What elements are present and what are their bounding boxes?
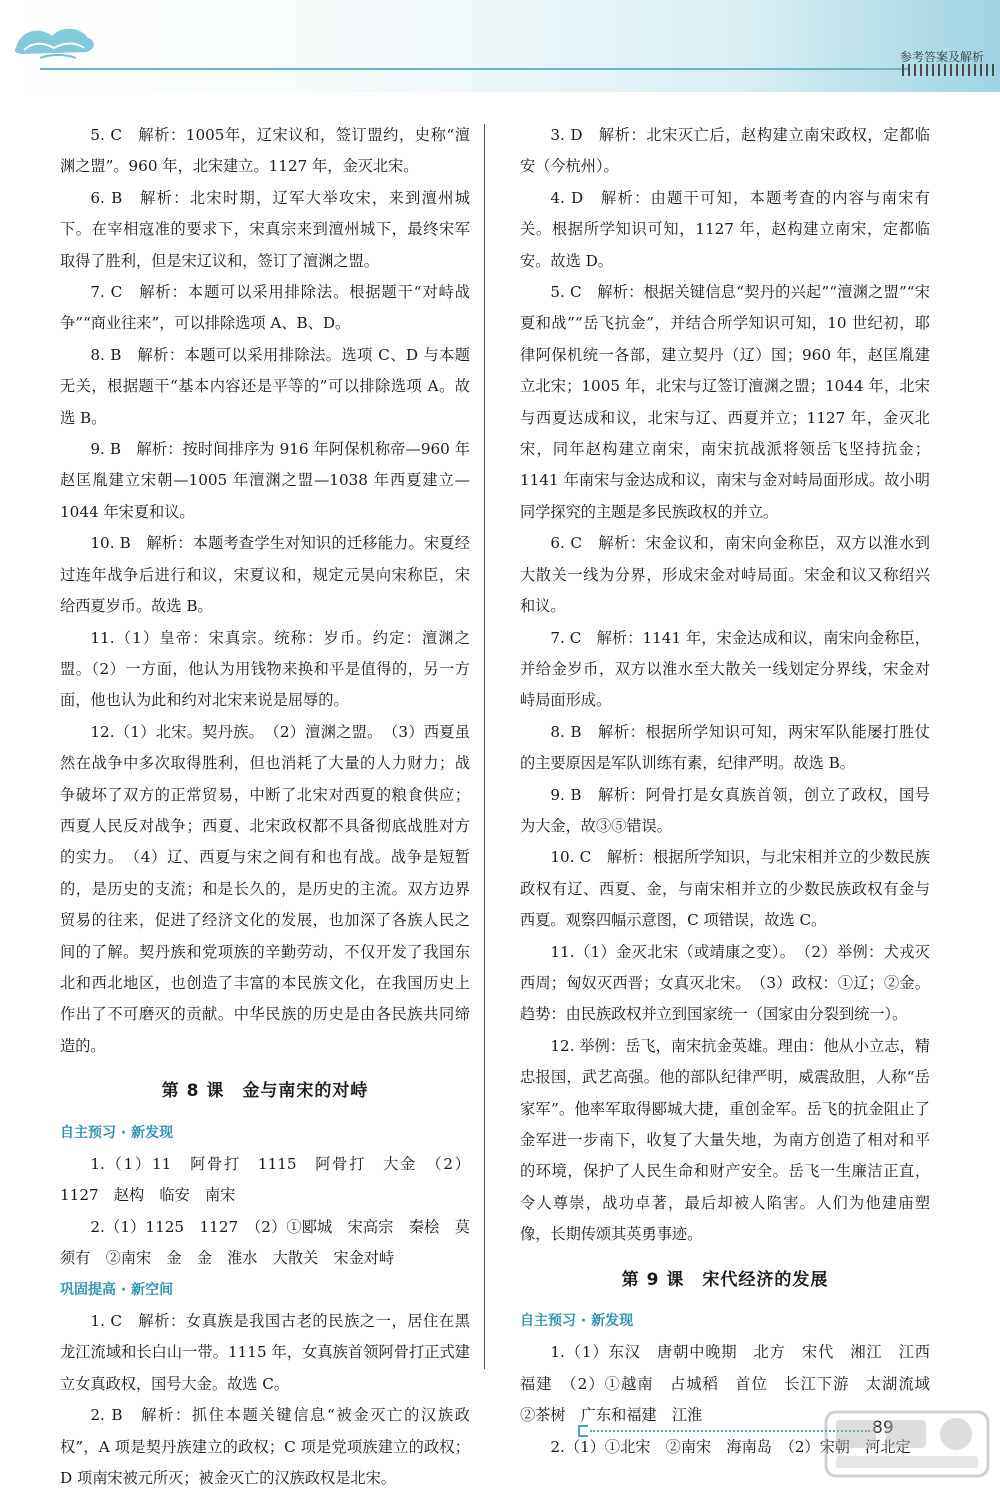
- answer-paragraph: 5. C 解析：1005年，辽宋议和，签订盟约，史称“澶渊之盟”。960 年，北宋建立。1127 年，金灭北宋。: [60, 126, 470, 176]
- answer-paragraph: 4. D 解析：由题干可知，本题考查的内容与南宋有关。根据所学知识可知，1127 年，赵构建立南宋，定都临安。故选 D。: [520, 188, 930, 270]
- answer-paragraph: 8. B 解析：根据所学知识可知，两宋军队能屡打胜仗的主要原因是军队训练有素，纪律严明。故选 B。: [520, 722, 930, 773]
- lesson-title: 第 8 课 金与南宋的对峙: [161, 1081, 369, 1102]
- answer-paragraph: 1.（1）11 阿骨打 1115 阿骨打 大金 （2）1127 赵构 临安 南宋: [60, 1155, 470, 1205]
- right-column: [520, 120, 946, 1463]
- answer-paragraph: 6. B 解析：北宋时期，辽军大举攻宋，来到澶州城下。在宰相寇准的要求下，宋真宗来到澶州城下，最终宋军取得了胜利，但是宋辽议和，签订了澶渊之盟。: [60, 188, 470, 270]
- answer-paragraph: 2.（1）1125 1127 （2）①郾城 宋高宗 秦桧 莫须有 ②南宋 金 金 淮水 大散关 宋金对峙: [60, 1217, 470, 1268]
- answer-paragraph: 2. B 解析：抓住本题关键信息“被金灭亡的汉族政权”，A 项是契丹族建立的政权；C 项是党项族建立的政权；D 项南宋被元所灭；被金灭亡的汉族政权是北宋。: [60, 1406, 470, 1488]
- cloud-wave-logo: [10, 18, 100, 68]
- footer-bracket-icon: [578, 1425, 588, 1437]
- page-number: 89: [872, 1418, 894, 1438]
- answer-paragraph: 11.（1）皇帝：宋真宗。统称：岁币。约定：澶渊之盟。（2）一方面，他认为用钱物来换和平是值得的，另一方面，他也认为此和约对北宋来说是屈辱的。: [60, 628, 470, 710]
- answer-paragraph: 10. B 解析：本题考查学生对知识的迁移能力。宋夏经过连年战争后进行和议，宋夏议和，规定元昊向宋称臣，宋给西夏岁币。故选 B。: [60, 534, 470, 616]
- answer-paragraph: 8. B 解析：本题可以采用排除法。选项 C、D 与本题无关，根据题干“基本内容还是平等的”可以排除选项 A。故选 B。: [60, 345, 470, 427]
- lesson-title: 第 9 课 宋代经济的发展: [621, 1269, 829, 1290]
- answer-paragraph: 12. 举例：岳飞，南宋抗金英雄。理由：他从小立志，精忠报国，武艺高强。他的部队纪律严明，威震敌胆，人称“岳家军”。他率军取得郾城大捷，重创金军。岳飞的抗金阻止了金军进一步南下，收复了大量失地，为南方创造了相对和平的环境，保护了人民生命和财产安全。岳飞一生廉洁正直，令人尊崇，战功卓著，最后却被人陷害。人们为他建庙塑像，长期传颂其英勇事迹。: [520, 1036, 930, 1244]
- answer-paragraph: 11.（1）金灭北宋（或靖康之变）。 （2）举例：犬戎灭西周；匈奴灭西晋；女真灭北宋。 （3）政权：①辽；②金。趋势：由民族政权并立到国家统一（国家由分裂到统一）。: [520, 942, 930, 1024]
- answer-stamp-watermark: [822, 1408, 992, 1480]
- answer-paragraph: 3. D 解析：北宋灭亡后，赵构建立南宋政权，定都临安（今杭州）。: [520, 126, 930, 176]
- answer-paragraph: 9. B 解析：阿骨打是女真族首领，创立了政权，国号为大金，故③⑤错误。: [520, 785, 930, 835]
- answer-paragraph: 9. B 解析：按时间排序为 916 年阿保机称帝—960 年赵匡胤建立宋朝—1005 年澶渊之盟—1038 年西夏建立—1044 年宋夏和议。: [60, 440, 470, 521]
- left-column: [60, 120, 470, 1494]
- answer-paragraph: 1.（1）东汉 唐朝中晚期 北方 宋代 湘江 江西 福建 （2）①越南 占城稻 首位 长江下游 太湖流域 ②茶树 广东和福建 江淮: [520, 1343, 946, 1425]
- section-heading: 巩固提高 · 新空间: [60, 1281, 174, 1298]
- answer-paragraph: 7. C 解析：1141 年，宋金达成和议，南宋向金称臣，并给金岁币，双方以淮水至大散关一线划定分界线，宋金对峙局面形成。: [520, 628, 930, 710]
- answer-paragraph: 6. C 解析：宋金议和，南宋向金称臣，双方以淮水到大散关一线为分界，形成宋金对峙局面。宋金和议又称绍兴和议。: [520, 534, 930, 616]
- answer-paragraph: 2.（1）①北宋 ②南宋 海南岛 （2）宋朝 河北定: [550, 1437, 911, 1456]
- section-heading: 自主预习 · 新发现: [520, 1313, 634, 1330]
- answer-paragraph: 10. C 解析：根据所学知识，与北宋相并立的少数民族政权有辽、西夏、金，与南宋相并立的少数民族政权有金与西夏。观察四幅示意图，C 项错误，故选 C。: [520, 848, 930, 930]
- section-heading: 自主预习 · 新发现: [60, 1124, 174, 1141]
- answer-paragraph: 12.（1）北宋。契丹族。 （2）澶渊之盟。 （3）西夏虽然在战争中多次取得胜利，但也消耗了大量的人力财力；战争破坏了双方的正常贸易，中断了北宋对西夏的粮食供应；西夏人民反对战争；西夏、北宋政权都不具备彻底战胜对方的实力。 （4）辽、西夏与宋之间有和也有战。战争是短暂的，是历史的支流；和是长久的，是历史的主流。双方边界贸易的往来，促进了经济文化的发展，也加深了各族人民之间的了解。契丹族和党项族的辛勤劳动，不仅开发了我国东北和西北地区，也创造了丰富的本民族文化，在我国历史上作出了不可磨灭的贡献。中华民族的历史是由各民族共同缔造的。: [60, 722, 470, 1055]
- column-divider: [484, 124, 485, 1369]
- answer-paragraph: 7. C 解析：本题可以采用排除法。根据题干“对峙战争”“商业往来”，可以排除选项 A、B、D。: [60, 283, 470, 333]
- header-rule: [40, 68, 908, 70]
- answer-paragraph: 1. C 解析：女真族是我国古老的民族之一，居住在黑龙江流域和长白山一带。1115 年，女真族首领阿骨打正式建立女真政权，国号大金。故选 C。: [60, 1312, 470, 1393]
- header-band: [0, 0, 1000, 92]
- header-title: 参考答案及解析: [899, 50, 984, 64]
- answer-paragraph: 5. C 解析：根据关键信息“契丹的兴起”“澶渊之盟”“宋夏和战”“岳飞抗金”，并结合所学知识可知，10 世纪初，耶律阿保机统一各部，建立契丹（辽）国；960 年，赵匡胤建立北宋；1005 年，北宋与辽签订澶渊之盟；1044 年，北宋与西夏达成和议，北宋与辽、西夏并立；1127 年，金灭北宋，同年赵构建立南宋，南宋抗战派将领岳飞坚持抗金；1141 年南宋与金达成和议，南宋与金对峙局面形成。故小明同学探究的主题是多民族政权的并立。: [520, 283, 930, 521]
- header-ticks: [902, 64, 994, 76]
